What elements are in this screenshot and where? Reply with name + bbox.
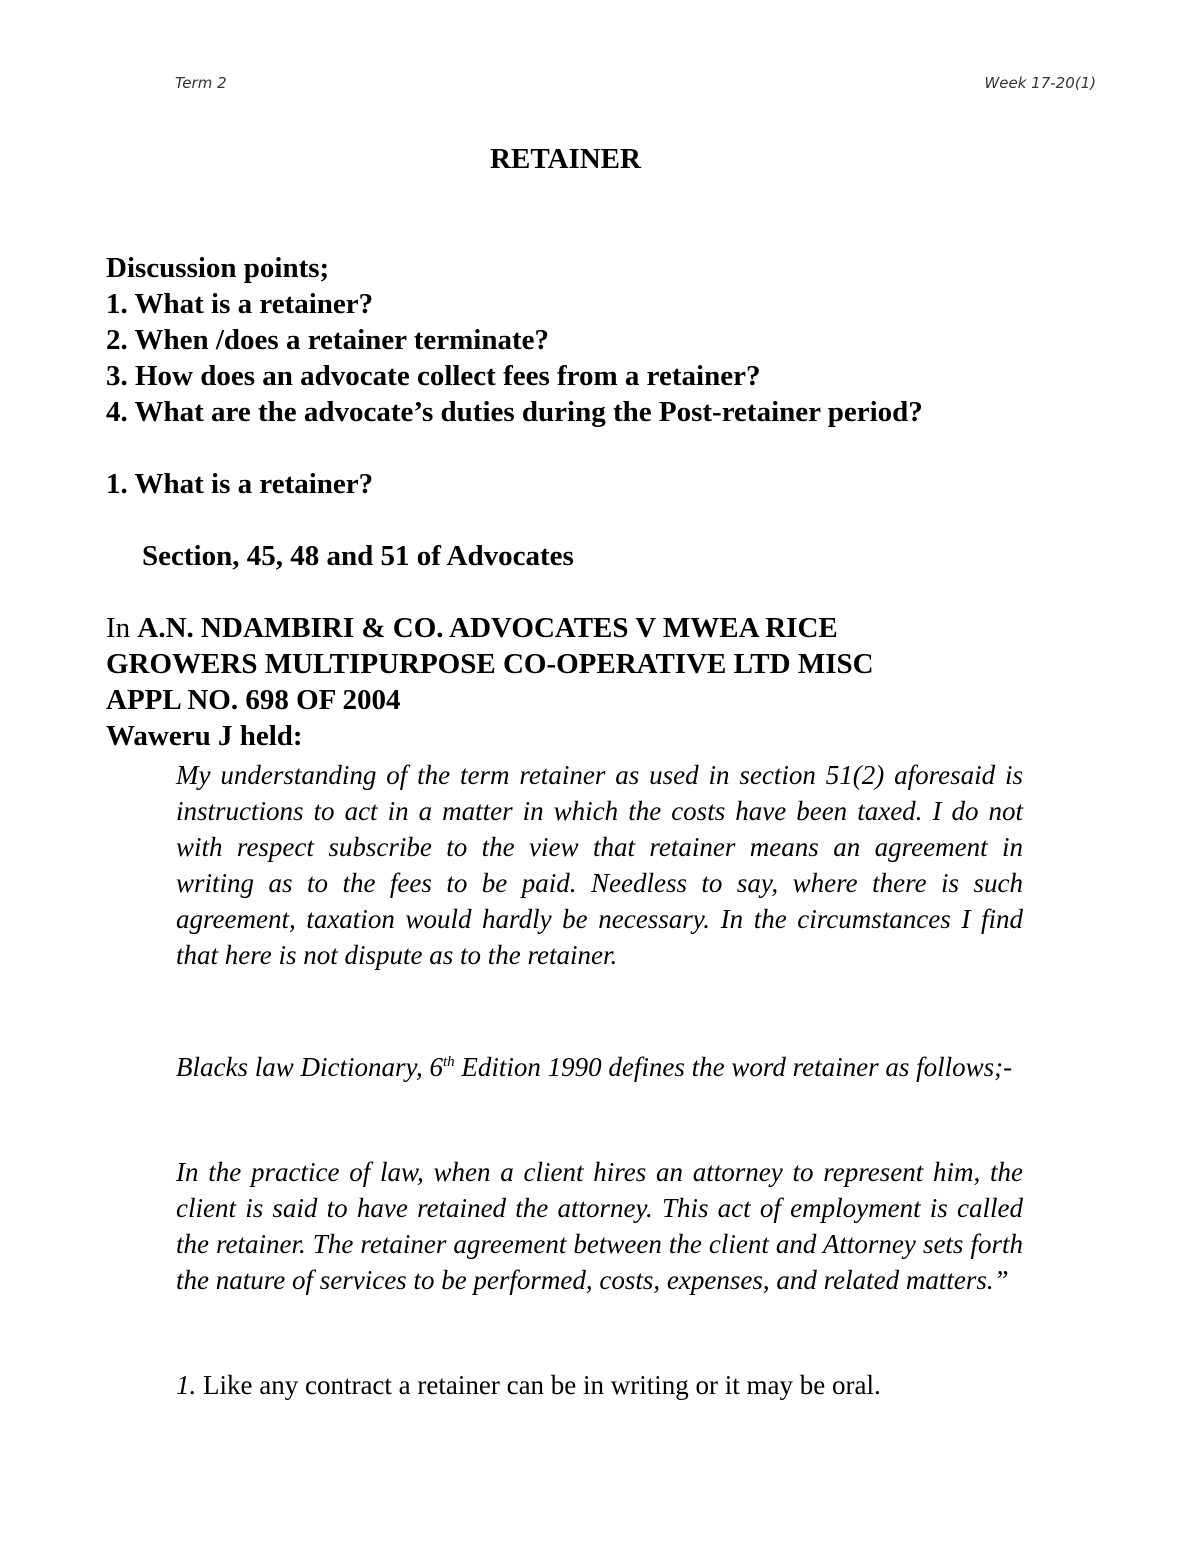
numbered-point [176, 1370, 881, 1401]
point-text: Like any contract a retainer can be in writing or it may be oral. [203, 1370, 881, 1400]
case-title-line: APPL NO. 698 OF 2004 [106, 684, 401, 716]
discussion-item: 4. What are the advocate’s duties during the Post-retainer period? [106, 396, 923, 428]
definition-quote: In the practice of law, when a client hires an attorney to represent him, the client is said to have retained the attorney. This act of employment is called the retainer. The retainer agreement between the client and Attorney sets forth the nature of services to be performed, costs, expenses, and related matters.” [176, 1157, 1023, 1295]
case-prefix: In [106, 612, 131, 644]
discussion-heading: Discussion points; [106, 252, 330, 284]
point-number: 1. [176, 1370, 197, 1400]
discussion-item: 1. What is a retainer? [106, 288, 374, 320]
header-term: Term 2 [175, 74, 227, 92]
edition-superscript: th [442, 1054, 455, 1070]
judge-held: Waweru J held: [106, 720, 303, 752]
case-name: A.N. NDAMBIRI & CO. ADVOCATES V MWEA RICE [137, 612, 838, 644]
judgment-quote: My understanding of the term retainer as used in section 51(2) aforesaid is instructions to act in a matter in which the costs have been taxed. I do not with respect subscribe to the view that retainer means an agreement in writing as to the fees to be paid. Needless to say, where there is such agreement, taxation would hardly be necessary. In the circumstances I find that here is not dispute as to the retainer. [176, 760, 1023, 970]
discussion-item: 2. When /does a retainer terminate? [106, 324, 550, 356]
document-title: RETAINER [490, 143, 641, 175]
blacks-text: Blacks law Dictionary, 6 [176, 1052, 443, 1082]
statute-reference: Section, 45, 48 and 51 of Advocates [142, 540, 574, 572]
blacks-dictionary-intro [176, 1044, 1023, 1085]
header-week: Week 17-20(1) [984, 74, 1096, 92]
case-title-line [106, 612, 838, 645]
case-title-line: GROWERS MULTIPURPOSE CO-OPERATIVE LTD MISC [106, 648, 874, 680]
discussion-item: 3. How does an advocate collect fees from a retainer? [106, 360, 761, 392]
section-heading: 1. What is a retainer? [106, 468, 374, 500]
blacks-text-rest: Edition 1990 defines the word retainer as follows;- [454, 1052, 1013, 1082]
